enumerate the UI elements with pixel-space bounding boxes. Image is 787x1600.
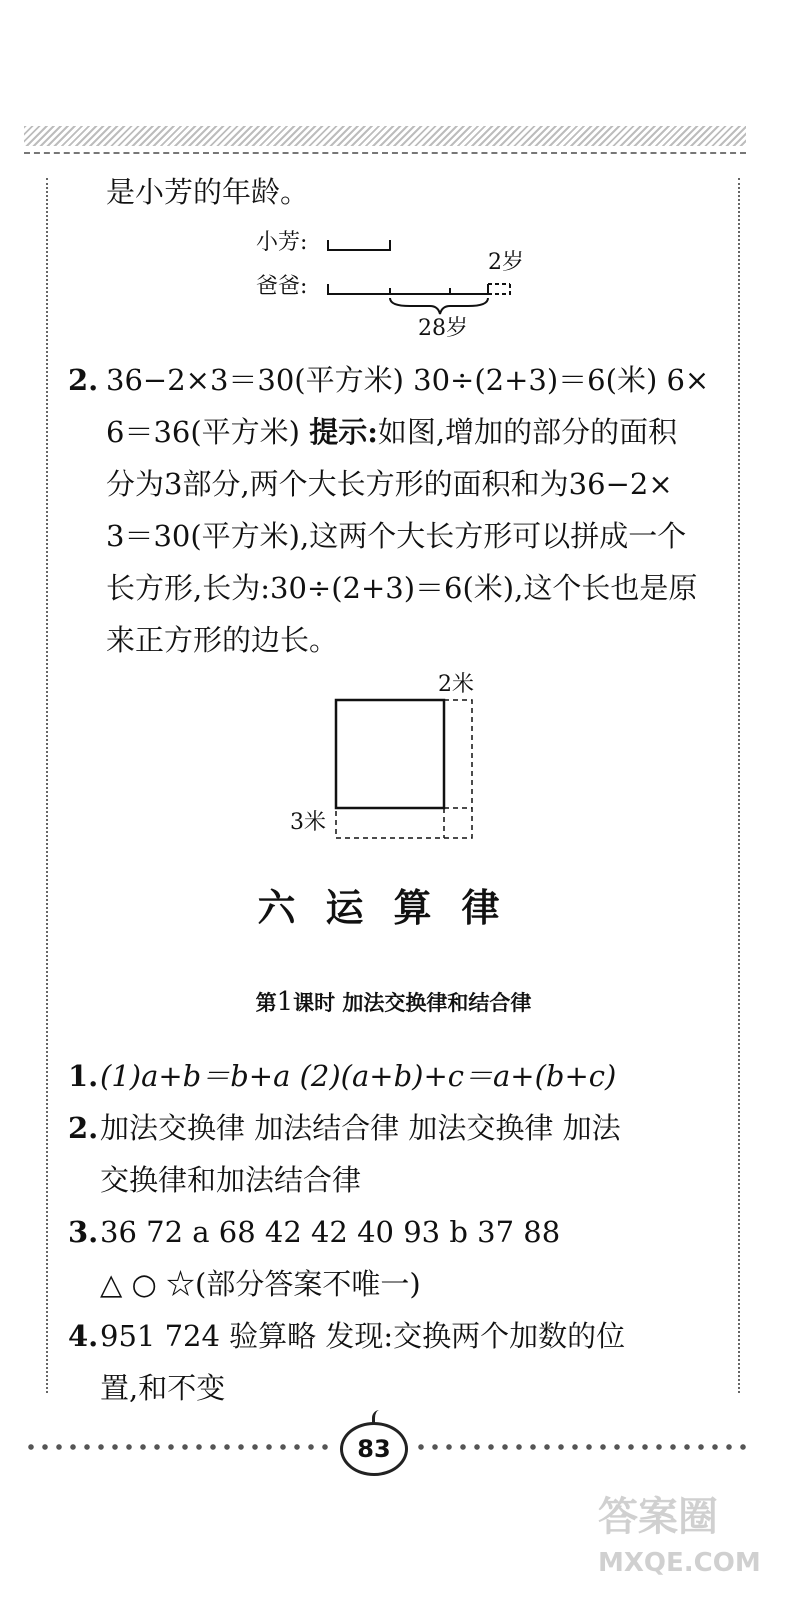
footer-dots-right [414, 1440, 746, 1454]
text-line: △ ○ ☆(部分答案不唯一) [100, 1267, 421, 1301]
lesson-title [0, 987, 787, 1017]
page-number: 83 [340, 1422, 408, 1476]
lesson-prefix: 第 [255, 991, 277, 1015]
label-2mi: 2米 [438, 672, 474, 697]
text-line: 加法交换律 加法结合律 加法交换律 加法 [100, 1111, 621, 1145]
text-line: 951 724 验算略 发现:交换两个加数的位 [100, 1319, 626, 1353]
text-line: 交换律和加法结合律 [100, 1163, 362, 1197]
top-hatch-border [24, 126, 746, 146]
question-number: 2. [68, 363, 99, 397]
age-segment-diagram [320, 232, 520, 322]
left-dotted-border [46, 178, 48, 1393]
text-line: 分为3部分,两个大长方形的面积和为36−2× [106, 467, 673, 501]
text-line: 置,和不变 [100, 1371, 226, 1405]
text-line: 来正方形的边长。 [106, 623, 339, 657]
label-28sui: 28岁 [418, 316, 468, 341]
text-run: 6＝36(平方米) [106, 415, 310, 449]
question-number: 2. [68, 1111, 99, 1145]
watermark-logo: 答案圈 [598, 1494, 718, 1540]
watermark-url: MXQE.COM [598, 1548, 761, 1578]
label-baba: 爸爸: [256, 274, 308, 299]
label-3mi: 3米 [290, 810, 326, 835]
text-line: 长方形,长为:30÷(2+3)＝6(米),这个长也是原 [106, 571, 698, 605]
text-line: 36 72 a 68 42 42 40 93 b 37 88 [100, 1215, 561, 1249]
text-line: 3＝30(平方米),这两个大长方形可以拼成一个 [106, 519, 687, 553]
label-xiaofang: 小芳: [256, 230, 308, 255]
label-2sui: 2岁 [488, 250, 524, 275]
question-number: 4. [68, 1319, 99, 1353]
lesson-text: 课时 加法交换律和结合律 [293, 991, 532, 1015]
text-line: (1)a+b＝b+a (2)(a+b)+c＝a+(b+c) [100, 1059, 617, 1093]
text-run: 如图,增加的部分的面积 [377, 415, 678, 449]
hint-label: 提示: [309, 415, 378, 449]
question-number: 1. [68, 1059, 99, 1093]
lesson-number: 1 [276, 987, 294, 1017]
question-number: 3. [68, 1215, 99, 1249]
chapter-title: 六运算律 [257, 886, 530, 930]
footer-dots-left [24, 1440, 330, 1454]
text-line: 36−2×3＝30(平方米) 30÷(2+3)＝6(米) 6× [106, 363, 710, 397]
square-area-diagram [330, 694, 480, 844]
top-dashed-line [24, 152, 746, 154]
text-line: 是小芳的年龄。 [106, 175, 310, 209]
right-dotted-border [738, 178, 740, 1393]
text-line [106, 415, 678, 449]
